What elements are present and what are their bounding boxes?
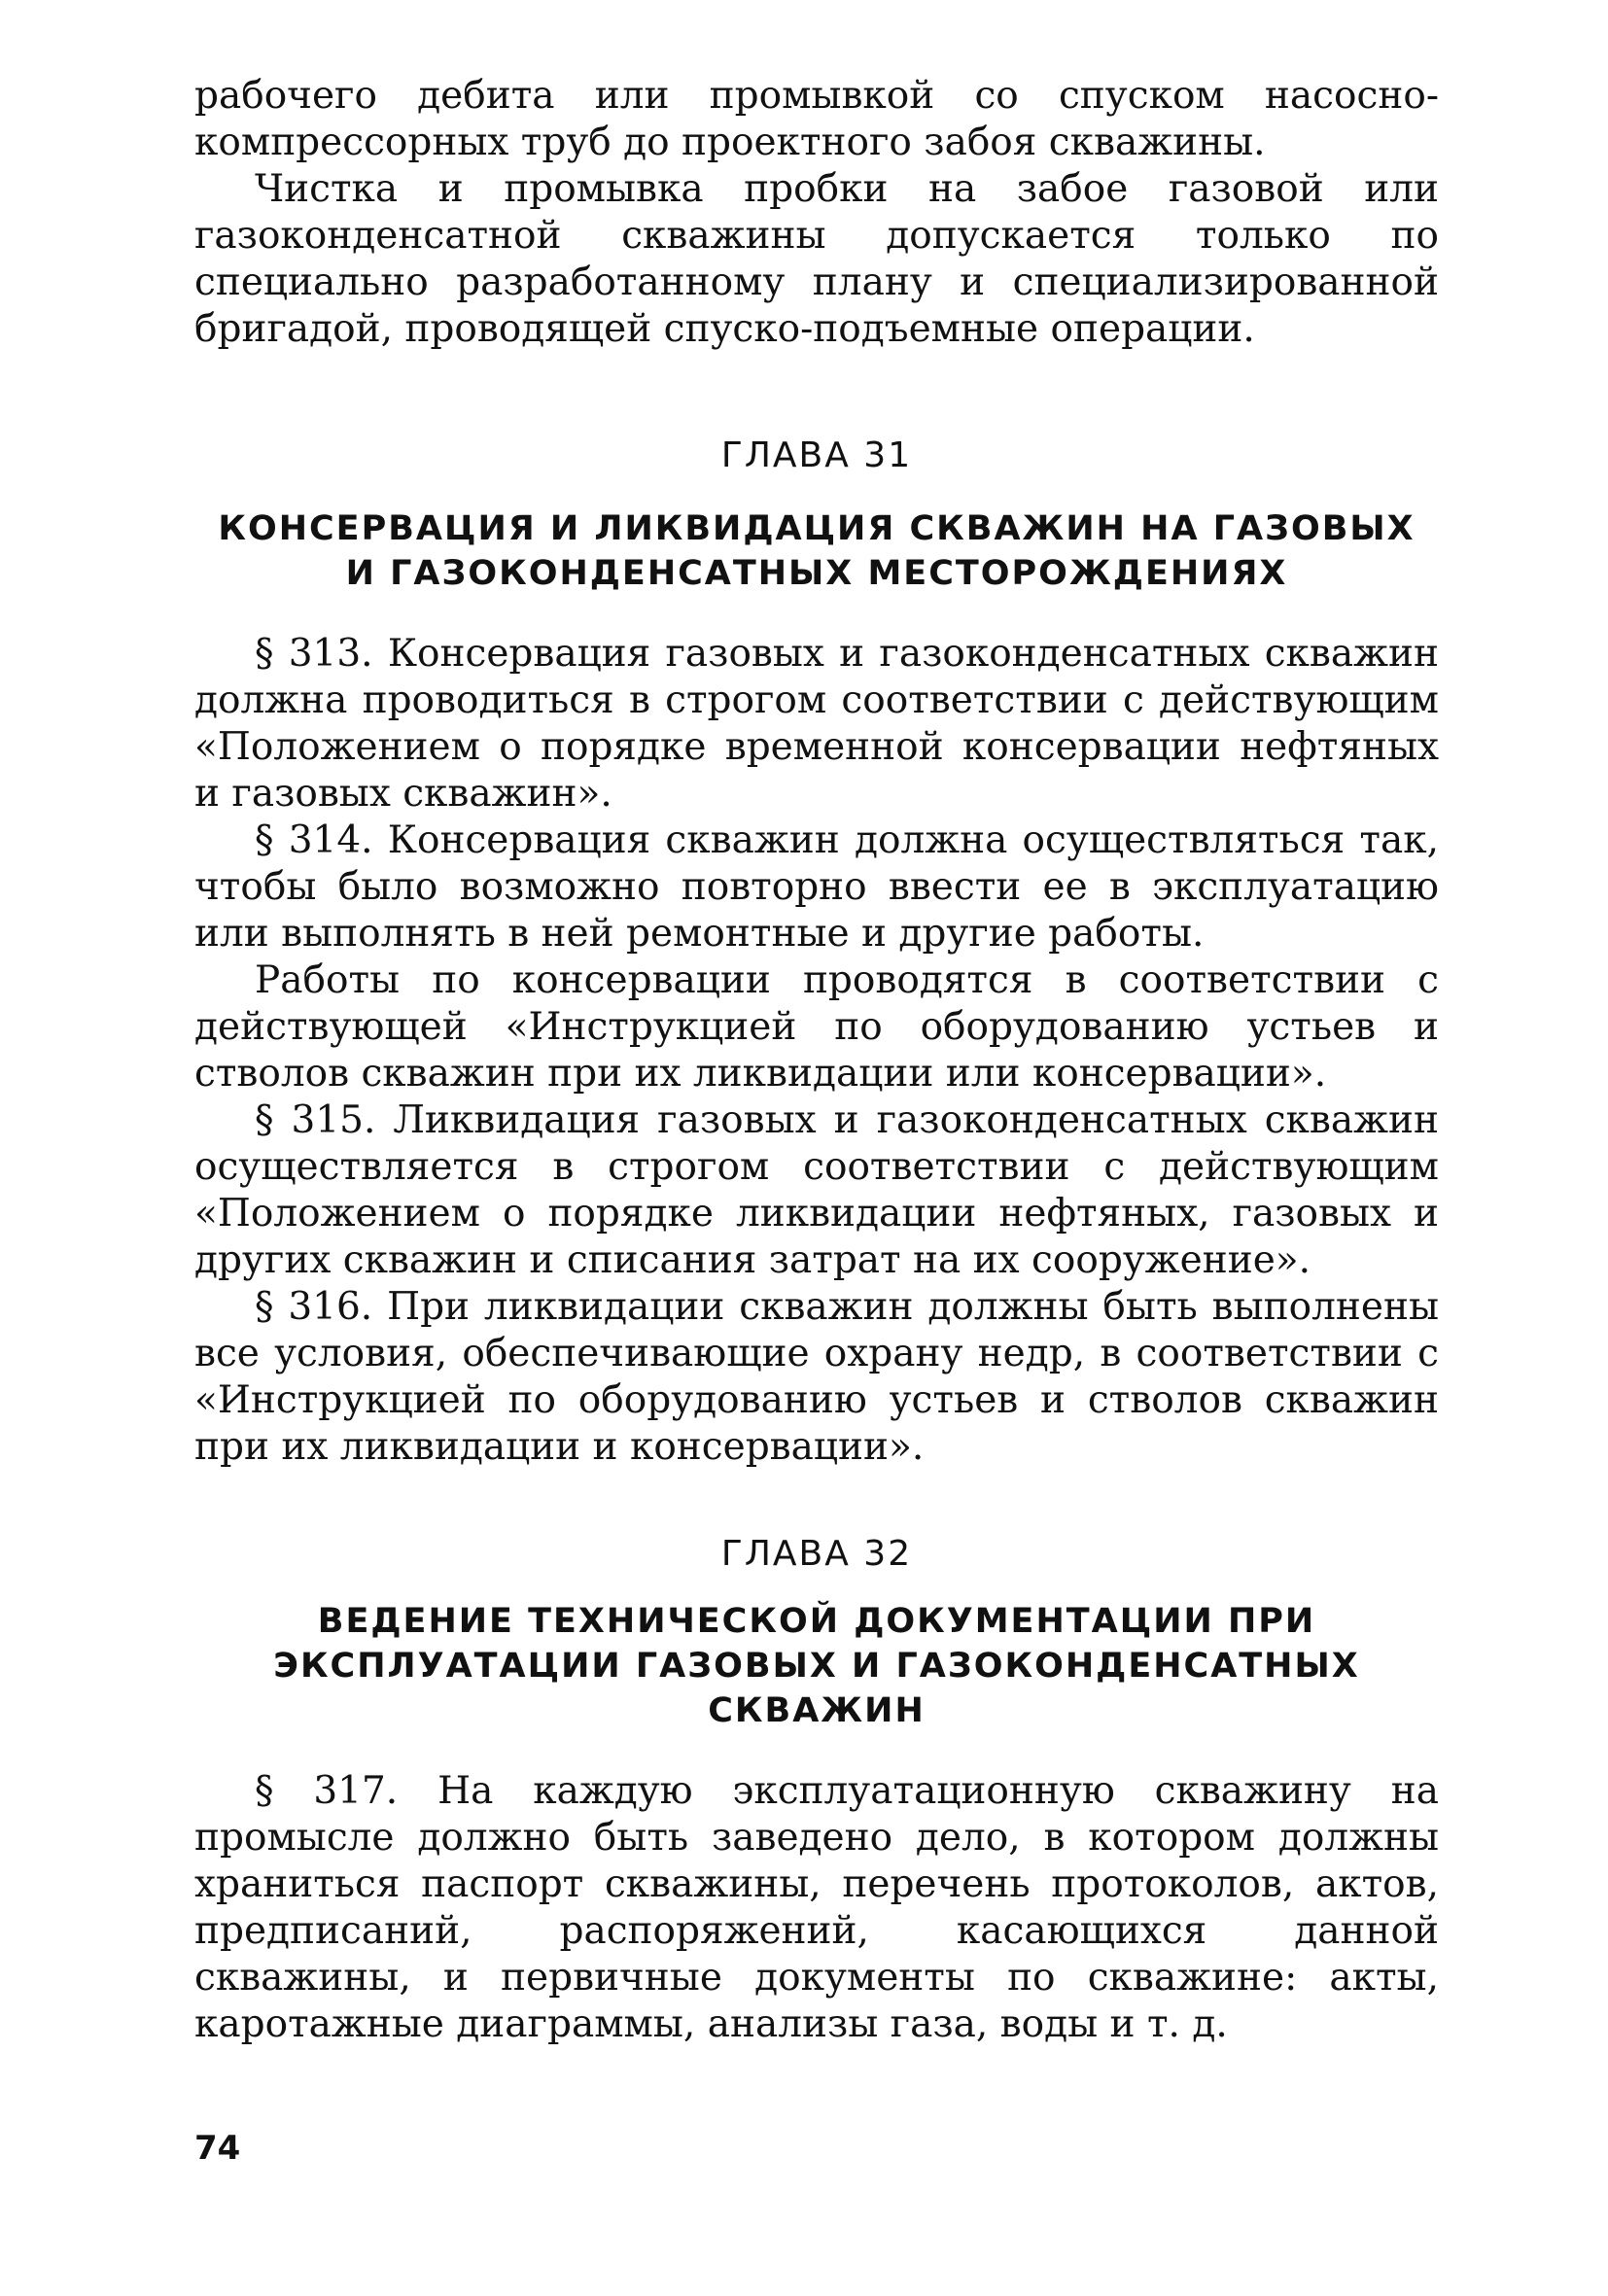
paragraph-313: § 313. Консервация газовых и газоконденсатных скважин должна проводиться в строгом соответствии с действующим «Положением о порядке временной консервации нефтяных и газовых скважин».	[194, 632, 1439, 816]
paragraph-314: § 314. Консервация скважин должна осуществляться так, чтобы было возможно повторно ввести ее в эксплуатацию или выполнять в ней ремонтные и другие работы.	[194, 818, 1439, 956]
chapter-31-heading: ГЛАВА 31	[720, 435, 913, 475]
paragraph-315: § 315. Ликвидация газовых и газоконденсатных скважин осуществляется в строгом соответствии с действующим «Положением о порядке ликвидации нефтяных, газовых и других скважин и списания затрат на их сооружение».	[194, 1098, 1439, 1282]
chapter-32-title-line: СКВАЖИН	[708, 1691, 926, 1730]
chapter-32-title-line: ЭКСПЛУАТАЦИИ ГАЗОВЫХ И ГАЗОКОНДЕНСАТНЫХ	[273, 1647, 1360, 1686]
paragraph-314-continued: Работы по консервации проводятся в соответствии с действующей «Инструкцией по оборудованию устьев и стволов скважин при их ликвидации или консервации».	[194, 958, 1439, 1096]
paragraph-316: § 316. При ликвидации скважин должны быть выполнены все условия, обеспечивающие охрану недр, в соответствии с «Инструкцией по оборудованию устьев и стволов скважин при их ликвидации и консервации».	[194, 1285, 1439, 1469]
chapter-32-heading: ГЛАВА 32	[720, 1534, 913, 1574]
intro-paragraph: Чистка и промывка пробки на забое газовой или газоконденсатной скважины допускается только по специально разработанному плану и специализированной бригадой, проводящей спуско-подъемные операции.	[194, 167, 1439, 351]
chapter-31-title-line: И ГАЗОКОНДЕНСАТНЫХ МЕСТОРОЖДЕНИЯХ	[345, 554, 1288, 593]
paragraph-317: § 317. На каждую эксплуатационную скважину на промысле должно быть заведено дело, в котором должны храниться паспорт скважины, перечень протоколов, актов, предписаний, распоряжений, касающихся данной скважины, и первичные документы по скважине: акты, каротажные диаграммы, анализы газа, воды и т. д.	[194, 1769, 1439, 2046]
text-column	[194, 73, 1439, 2048]
chapter-31-title-line: КОНСЕРВАЦИЯ И ЛИКВИДАЦИЯ СКВАЖИН НА ГАЗОВЫХ	[218, 509, 1416, 548]
chapter-32-title-line: ВЕДЕНИЕ ТЕХНИЧЕСКОЙ ДОКУМЕНТАЦИИ ПРИ	[317, 1602, 1316, 1641]
page-number: 74	[194, 2129, 241, 2168]
chapter-32-title	[194, 1599, 1439, 1733]
chapter-31-title	[194, 506, 1439, 596]
intro-paragraph-continued: рабочего дебита или промывкой со спуском насосно-компрессорных труб до проектного забоя скважины.	[194, 74, 1439, 164]
